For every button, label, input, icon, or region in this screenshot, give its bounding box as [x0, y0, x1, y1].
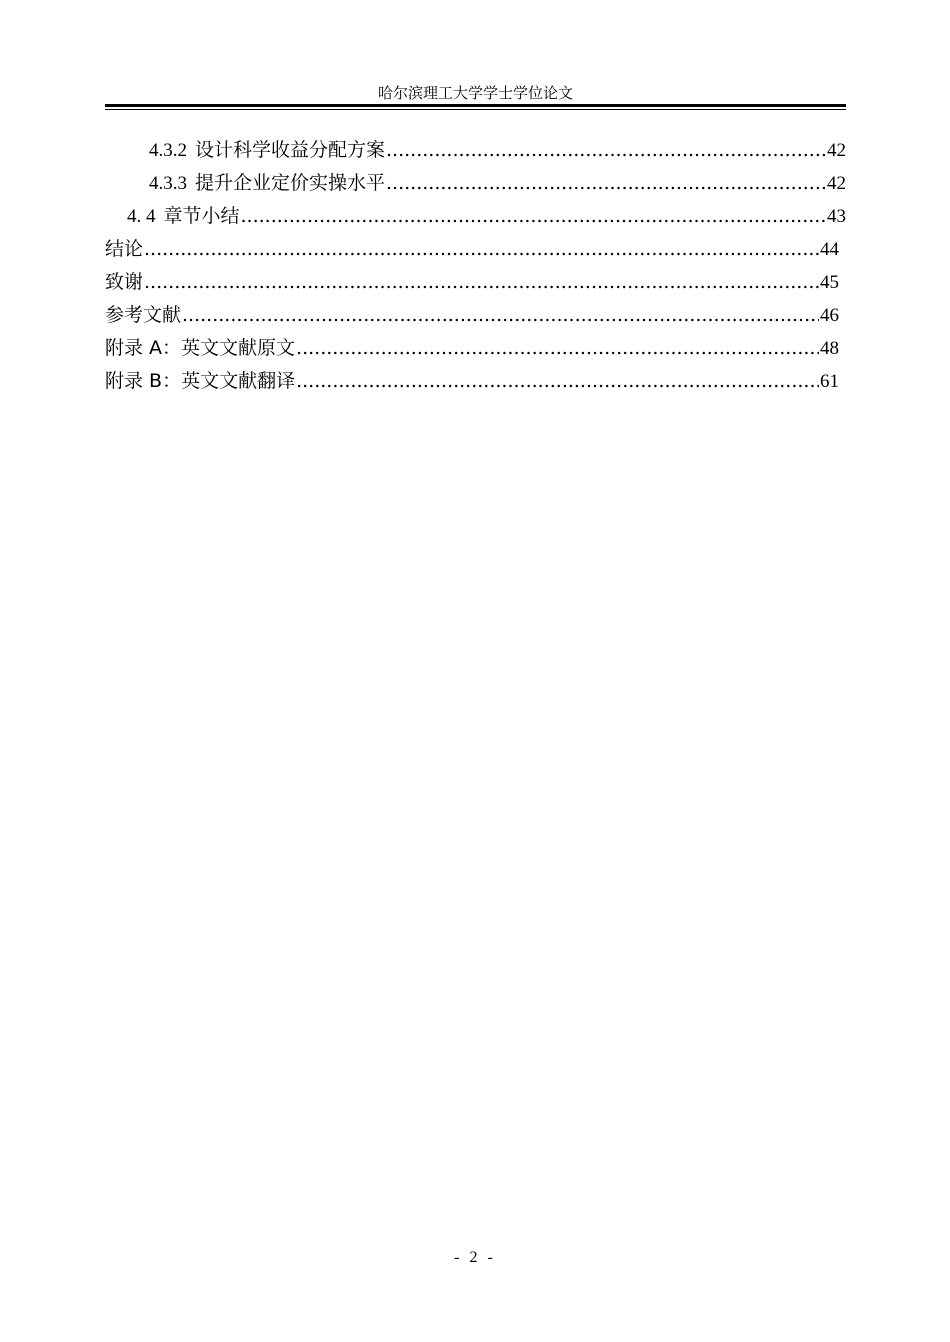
- toc-entry-number: 4. 4: [127, 206, 156, 227]
- toc-entry-title: 致谢: [105, 271, 144, 293]
- toc-leader-dots: [296, 367, 819, 395]
- toc-entry-number: 4.3.2: [149, 140, 187, 161]
- toc-leader-dots: [241, 202, 826, 230]
- toc-entry-page: 48: [820, 338, 839, 359]
- toc-entry-page: 42: [827, 140, 846, 161]
- toc-leader-dots: [144, 268, 819, 296]
- toc-leader-dots: [296, 334, 819, 362]
- toc-entry[interactable]: [105, 334, 839, 367]
- toc-entry[interactable]: [105, 268, 839, 301]
- toc-entry-title: 设计科学收益分配方案: [195, 139, 386, 161]
- toc-entry[interactable]: [105, 301, 839, 334]
- toc-leader-dots: [386, 169, 826, 197]
- toc-entry-title: 结论: [105, 238, 144, 260]
- toc-entry-page: 61: [820, 371, 839, 392]
- toc-entry-title: 附录 A：英文文献原文: [105, 337, 296, 359]
- toc-entry-page: 46: [820, 305, 839, 326]
- toc-entry-page: 43: [827, 206, 846, 227]
- running-header: 哈尔滨理工大学学士学位论文: [377, 84, 573, 102]
- toc-leader-dots: [144, 235, 819, 263]
- toc-entry[interactable]: [105, 136, 846, 169]
- toc-entry-title: 附录 B：英文文献翻译: [105, 370, 296, 392]
- toc-leader-dots: [386, 136, 826, 164]
- header-rule-thick: [105, 104, 846, 107]
- toc-leader-dots: [182, 301, 819, 329]
- toc-entry[interactable]: [105, 235, 839, 268]
- toc-entry-page: 42: [827, 173, 846, 194]
- toc-entry-number: 4.3.3: [149, 173, 187, 194]
- toc-entry[interactable]: [105, 169, 846, 202]
- toc-entry-title: 提升企业定价实操水平: [195, 172, 386, 194]
- toc-entry-page: 45: [820, 272, 839, 293]
- table-of-contents: [105, 136, 846, 400]
- toc-entry-title: 参考文献: [105, 304, 182, 326]
- page-number: - 2 -: [454, 1249, 496, 1266]
- header-rule-thin: [105, 109, 846, 110]
- toc-entry[interactable]: [105, 202, 846, 235]
- toc-entry-page: 44: [820, 239, 839, 260]
- toc-entry-title: 章节小结: [163, 205, 240, 227]
- toc-entry[interactable]: [105, 367, 839, 400]
